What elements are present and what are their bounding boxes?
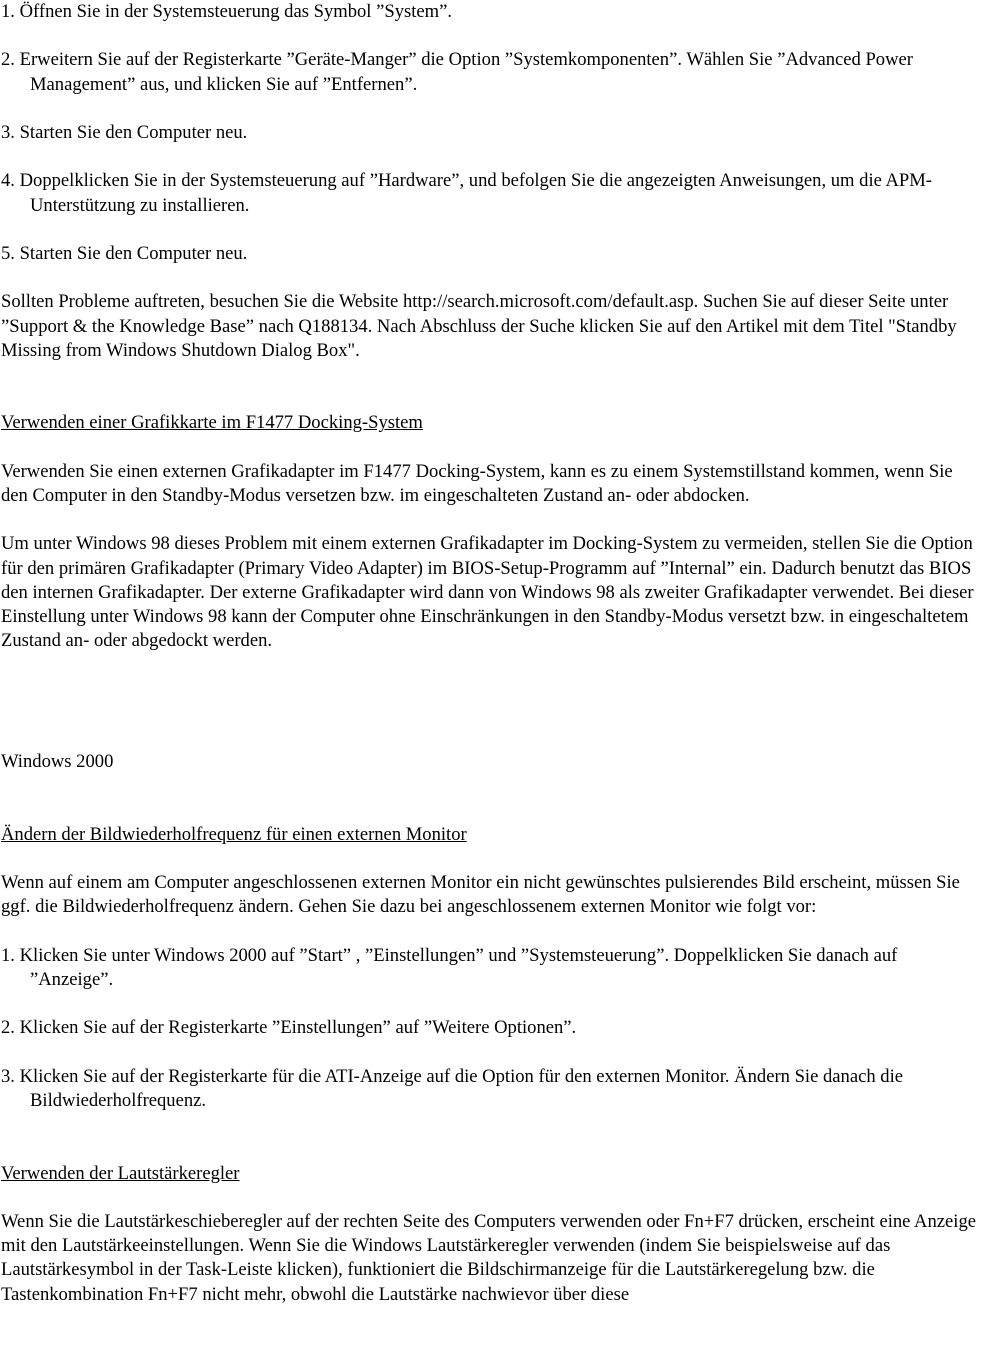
- docking-graphics-paragraph-2: Um unter Windows 98 dieses Problem mit einem externen Grafikadapter im Docking-System zu vermeiden, stellen Sie die Option für den primären Grafikadapter (Primary Video Adapter) im BIOS-Setup-Programm auf ”Internal” ein. Dadurch benutzt das BIOS den internen Grafikadapter. Der externe Grafikadapter wird dann von Windows 98 als zweiter Grafikadapter verwendet. Bei dieser Einstellung unter Windows 98 kann der Computer ohne Einschränkungen in den Standby-Modus versetzt bzw. in eingeschaltetem Zustand an- oder abgedockt werden.: [1, 533, 974, 652]
- refresh-rate-step-3: 3. Klicken Sie auf der Registerkarte für die ATI-Anzeige auf die Option für den externen Monitor. Ändern Sie danach die Bildwiederholfrequenz.: [1, 1065, 904, 1111]
- volume-control-heading: Verwenden der Lautstärkeregler: [1, 1162, 240, 1184]
- refresh-rate-intro: Wenn auf einem am Computer angeschlossenen externen Monitor ein nicht gewünschtes pulsierendes Bild erscheint, müssen Sie ggf. die Bildwiederholfrequenz ändern. Gehen Sie dazu bei angeschlossenem externen Monitor wie folgt vor:: [1, 872, 960, 918]
- apm-step-3: 3. Starten Sie den Computer neu.: [1, 121, 248, 143]
- windows-2000-title: Windows 2000: [1, 751, 114, 773]
- refresh-rate-step-1: 1. Klicken Sie unter Windows 2000 auf ”Start” , ”Einstellungen” und ”Systemsteuerung”. Doppelklicken Sie danach auf ”Anzeige”.: [1, 944, 898, 990]
- apm-step-1: 1. Öffnen Sie in der Systemsteuerung das Symbol ”System”.: [1, 1, 453, 22]
- volume-control-paragraph: Wenn Sie die Lautstärkeschieberegler auf der rechten Seite des Computers verwenden oder Fn+F7 drücken, erscheint eine Anzeige mit den Lautstärkeeinstellungen. Wenn Sie die Windows Lautstärkeregler verwenden (indem Sie beispielsweise auf das Lautstärkesymbol in der Task-Leiste klicken), funktioniert die Bildschirmanzeige für die Lautstärkeregelung bzw. die Tastenkombination Fn+F7 nicht mehr, obwohl die Lautstärke nachwievor über diese: [1, 1210, 976, 1305]
- refresh-rate-heading: Ändern der Bildwiederholfrequenz für einen externen Monitor: [1, 823, 467, 845]
- docking-graphics-paragraph-1: Verwenden Sie einen externen Grafikadapter im F1477 Docking-System, kann es zu einem Systemstillstand kommen, wenn Sie den Computer in den Standby-Modus versetzen bzw. im eingeschalteten Zustand an- oder abdocken.: [1, 460, 953, 506]
- apm-step-2: 2. Erweitern Sie auf der Registerkarte ”Geräte-Manger” die Option ”Systemkomponenten”. Wählen Sie ”Advanced Power Management” aus, und klicken Sie auf ”Entfernen”.: [1, 49, 913, 95]
- docking-graphics-heading: Verwenden einer Grafikkarte im F1477 Docking-System: [1, 412, 423, 434]
- refresh-rate-step-2: 2. Klicken Sie auf der Registerkarte ”Einstellungen” auf ”Weitere Optionen”.: [1, 1017, 577, 1039]
- support-note: Sollten Probleme auftreten, besuchen Sie die Website http://search.microsoft.com/default.asp. Suchen Sie auf dieser Seite unter ”Support & the Knowledge Base” nach Q188134. Nach Abschluss der Suche klicken Sie auf den Artikel mit dem Titel "Standby Missing from Windows Shutdown Dialog Box".: [1, 291, 957, 361]
- document-body: [1, 0, 982, 1307]
- apm-step-5: 5. Starten Sie den Computer neu.: [1, 242, 248, 264]
- apm-step-4: 4. Doppelklicken Sie in der Systemsteuerung auf ”Hardware”, und befolgen Sie die angezeigten Anweisungen, um die APM-Unterstützung zu installieren.: [1, 170, 932, 216]
